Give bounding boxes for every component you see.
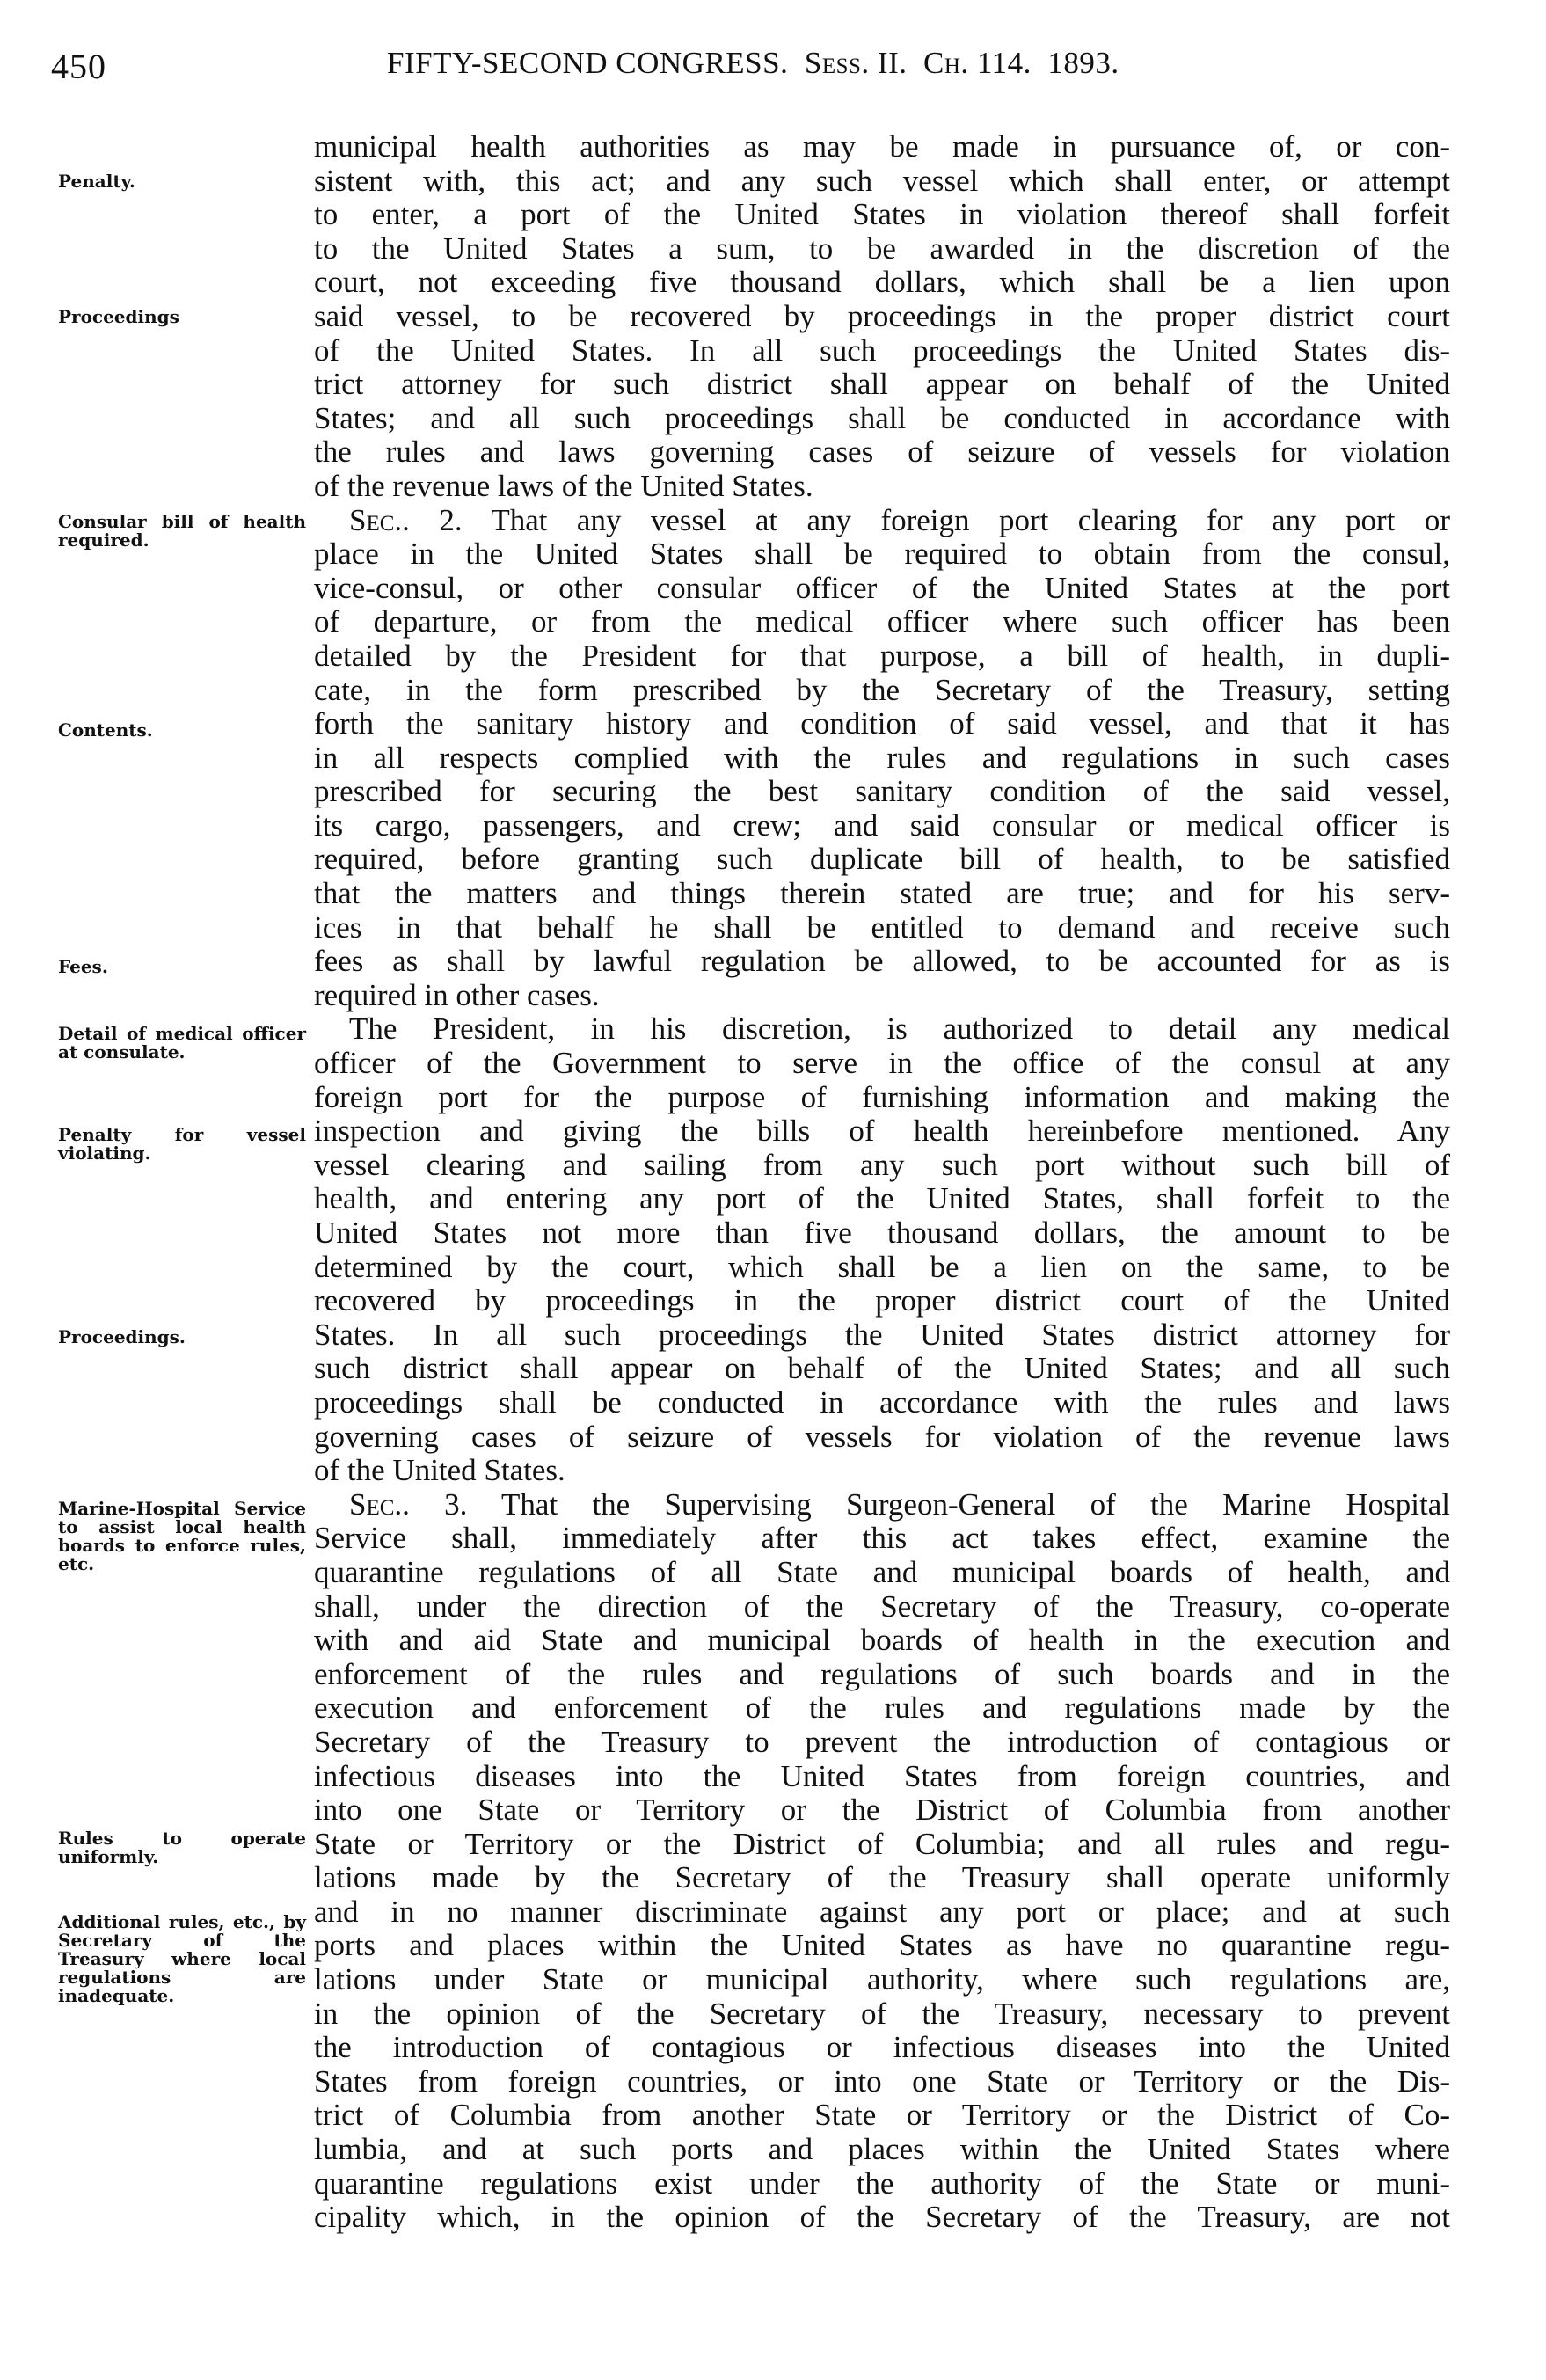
text-line: governing cases of seizure of vessels for violation of the revenue laws bbox=[314, 1419, 1450, 1454]
text-line: lumbia, and at such ports and places within the United States where bbox=[314, 2132, 1450, 2167]
text-line: forth the sanitary history and condition of said vessel, and that it has bbox=[314, 706, 1450, 741]
text-line: inspection and giving the bills of health hereinbefore mentioned. Any bbox=[314, 1113, 1450, 1149]
text-line: The President, in his discretion, is authorized to detail any medical bbox=[349, 1011, 1450, 1047]
margin-note-marine-hospital: Marine-Hospital Service to assist local health boards to enforce rules, etc. bbox=[58, 1498, 306, 1574]
margin-note-consular-bill: Consular bill of health required. bbox=[58, 511, 306, 551]
text-line: cipality which, in the opinion of the Secretary of the Treasury, are not bbox=[314, 2200, 1450, 2235]
text-line: required, before granting such duplicate bill of health, to be satisfied bbox=[314, 842, 1450, 877]
running-head bbox=[387, 46, 1119, 81]
text-line: States from foreign countries, or into one State or Territory or the Dis- bbox=[314, 2063, 1450, 2099]
page-header bbox=[51, 46, 1458, 90]
margin-note-contents: Contents. bbox=[58, 719, 153, 741]
text-line: of the United States. In all such proceedings the United States dis- bbox=[314, 332, 1450, 368]
text-line: Service shall, immediately after this act takes effect, examine the bbox=[314, 1521, 1450, 1556]
margin-note-detail-medical-officer: Detail of medical officer at consulate. bbox=[58, 1023, 306, 1062]
text-line: said vessel, to be recovered by proceedings in the proper district court bbox=[314, 298, 1450, 333]
text-line: ices in that behalf he shall be entitled to demand and receive such bbox=[314, 909, 1450, 945]
text-line: municipal health authorities as may be made in pursuance of, or con- bbox=[314, 129, 1450, 164]
text-line: to enter, a port of the United States in violation thereof shall forfeit bbox=[314, 197, 1450, 232]
text-line: States. In all such proceedings the United States district attorney for bbox=[314, 1317, 1450, 1352]
text-line: vice-consul, or other consular officer of the United States at the port bbox=[314, 570, 1450, 605]
text-line: prescribed for securing the best sanitary condition of the said vessel, bbox=[314, 774, 1450, 809]
text-line: lations under State or municipal authority, where such regulations are, bbox=[314, 1962, 1450, 1997]
congress-title: FIFTY-SECOND CONGRESS. bbox=[387, 46, 789, 80]
section-label: Sec. bbox=[349, 1486, 403, 1522]
chapter-label: Ch. 114. bbox=[922, 46, 1032, 80]
text-line: court, not exceeding five thousand dollars, which shall be a lien upon bbox=[314, 265, 1450, 300]
margin-note-additional-rules: Additional rules, etc., by Secretary of the Treasury where local regulations are inadequate. bbox=[58, 1911, 306, 2006]
text-line: with and aid State and municipal boards of health in the execution and bbox=[314, 1623, 1450, 1658]
text-line: Sec.. 3. That the Supervising Surgeon-General of the Marine Hospital bbox=[349, 1486, 1450, 1522]
text-line: officer of the Government to serve in the office of the consul at any bbox=[314, 1046, 1450, 1081]
text-line: shall, under the direction of the Secretary of the Treasury, co-operate bbox=[314, 1588, 1450, 1624]
text-line: required in other cases. bbox=[314, 977, 600, 1012]
text-line: and in no manner discriminate against any port or place; and at such bbox=[314, 1894, 1450, 1929]
text-line: ports and places within the United States as have no quarantine regu- bbox=[314, 1928, 1450, 1963]
text-line: such district shall appear on behalf of the United States; and all such bbox=[314, 1351, 1450, 1386]
margin-note-proceedings-2: Proceedings. bbox=[58, 1326, 186, 1347]
text-line: States; and all such proceedings shall be conducted in accordance with bbox=[314, 400, 1450, 435]
session-label: Sess. II. bbox=[804, 46, 908, 80]
text-line: detailed by the President for that purpose, a bill of health, in dupli- bbox=[314, 638, 1450, 673]
text-line: vessel clearing and sailing from any such port without such bill of bbox=[314, 1147, 1450, 1182]
text-line: sistent with, this act; and any such vessel which shall enter, or attempt bbox=[314, 163, 1450, 198]
margin-note-penalty-vessel: Penalty for vessel violating. bbox=[58, 1124, 306, 1164]
text-line: trict of Columbia from another State or Territory or the District of Co- bbox=[314, 2098, 1450, 2133]
text-line: enforcement of the rules and regulations of such boards and in the bbox=[314, 1656, 1450, 1691]
section-label: Sec. bbox=[349, 502, 403, 537]
text-line: its cargo, passengers, and crew; and said consular or medical officer is bbox=[314, 807, 1450, 843]
statute-body-text bbox=[314, 130, 1450, 2235]
margin-note-fees: Fees. bbox=[58, 956, 108, 977]
text-line: determined by the court, which shall be a lien on the same, to be bbox=[314, 1249, 1450, 1284]
text-line: of departure, or from the medical officer where such officer has been bbox=[314, 604, 1450, 639]
text-line: the rules and laws governing cases of seizure of vessels for violation bbox=[314, 434, 1450, 470]
text-line: into one State or Territory or the District of Columbia from another bbox=[314, 1792, 1450, 1828]
text-line: place in the United States shall be required to obtain from the consul, bbox=[314, 537, 1450, 572]
text-line: the introduction of contagious or infectious diseases into the United bbox=[314, 2030, 1450, 2065]
text-line: execution and enforcement of the rules and regulations made by the bbox=[314, 1690, 1450, 1726]
text-line: Sec.. 2. That any vessel at any foreign port clearing for any port or bbox=[349, 502, 1450, 537]
margin-note-penalty: Penalty. bbox=[58, 171, 135, 192]
text-line: foreign port for the purpose of furnishing information and making the bbox=[314, 1079, 1450, 1114]
margin-note-proceedings-1: Proceedings bbox=[58, 306, 179, 327]
text-line: lations made by the Secretary of the Treasury shall operate uniformly bbox=[314, 1860, 1450, 1895]
text-line: of the revenue laws of the United States. bbox=[314, 468, 813, 503]
text-line: health, and entering any port of the United States, shall forfeit to the bbox=[314, 1181, 1450, 1216]
page-number: 450 bbox=[51, 47, 106, 86]
year-label: 1893. bbox=[1047, 46, 1119, 80]
text-line: that the matters and things therein stated are true; and for his serv- bbox=[314, 876, 1450, 911]
text-line: in the opinion of the Secretary of the Treasury, necessary to prevent bbox=[314, 1996, 1450, 2031]
text-line: of the United States. bbox=[314, 1453, 565, 1488]
text-line: quarantine regulations of all State and municipal boards of health, and bbox=[314, 1554, 1450, 1589]
text-line: State or Territory or the District of Columbia; and all rules and regu- bbox=[314, 1826, 1450, 1861]
text-line: in all respects complied with the rules and regulations in such cases bbox=[314, 740, 1450, 775]
text-line: recovered by proceedings in the proper district court of the United bbox=[314, 1283, 1450, 1318]
text-line: to the United States a sum, to be awarded in the discretion of the bbox=[314, 230, 1450, 266]
text-line: trict attorney for such district shall appear on behalf of the United bbox=[314, 367, 1450, 402]
text-line: infectious diseases into the United States from foreign countries, and bbox=[314, 1758, 1450, 1793]
text-line: quarantine regulations exist under the authority of the State or muni- bbox=[314, 2165, 1450, 2201]
text-line: fees as shall by lawful regulation be allowed, to be accounted for as is bbox=[314, 944, 1450, 979]
margin-note-rules-uniform: Rules to operate uniformly. bbox=[58, 1828, 306, 1867]
text-line: Secretary of the Treasury to prevent the introduction of contagious or bbox=[314, 1724, 1450, 1759]
text-line: United States not more than five thousand dollars, the amount to be bbox=[314, 1216, 1450, 1250]
text-line: cate, in the form prescribed by the Secretary of the Treasury, setting bbox=[314, 672, 1450, 707]
text-line: proceedings shall be conducted in accordance with the rules and laws bbox=[314, 1384, 1450, 1420]
